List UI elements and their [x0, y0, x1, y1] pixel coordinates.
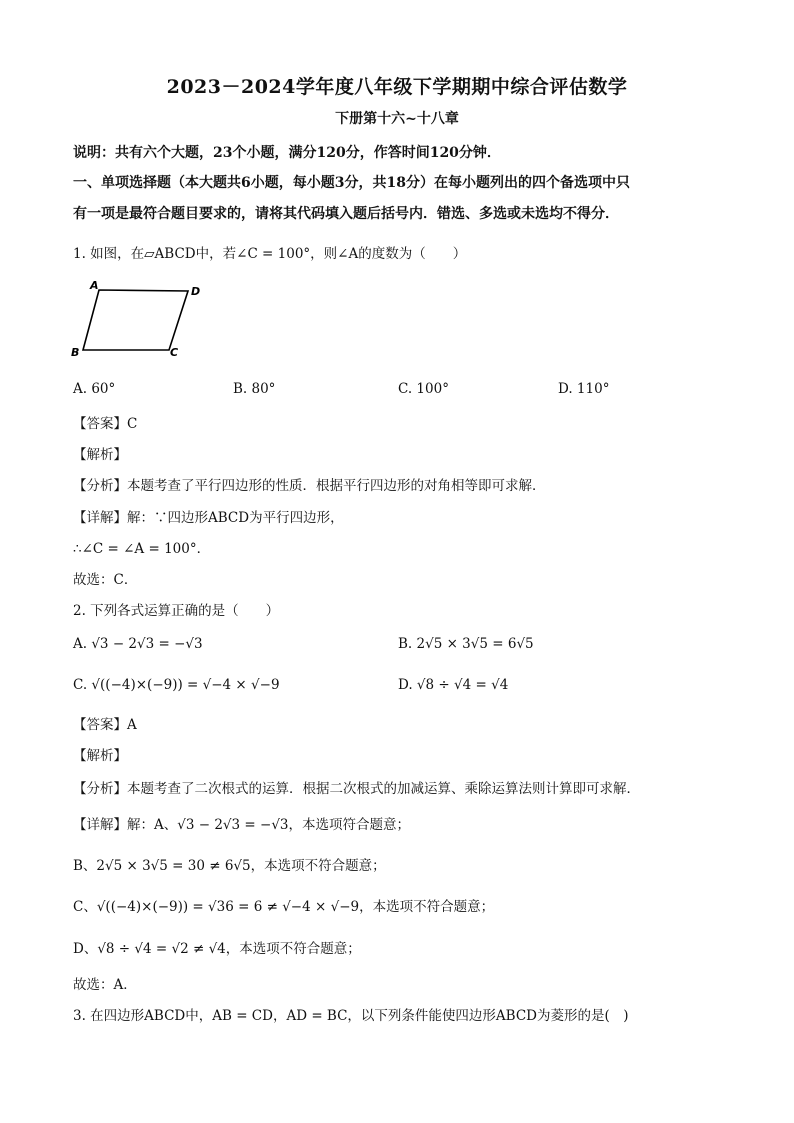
- q2-option-c: C. √((−4)×(−9)) = √−4 × √−9: [73, 677, 280, 693]
- section1-line2: 有一项是最符合题目要求的，请将其代码填入题后括号内．错选、多选或未选均不得分．: [73, 206, 619, 222]
- q3-stem: 3. 在四边形ABCD中，AB = CD，AD = BC，以下列条件能使四边形ABCD为菱形的是( ): [73, 1008, 629, 1024]
- q2-detail-4: D、√8 ÷ √4 = √2 ≠ √4，本选项不符合题意；: [73, 941, 361, 957]
- vertex-label-a: A: [90, 279, 99, 292]
- parallelogram-shape: [83, 290, 188, 350]
- q2-option-b: B. 2√5 × 3√5 = 6√5: [398, 636, 534, 652]
- parallelogram-figure: [68, 278, 208, 362]
- instructions: 说明：共有六个大题，23个小题，满分120分，作答时间120分钟．: [73, 145, 501, 161]
- q1-stem: 1. 如图，在▱ABCD中，若∠C = 100°，则∠A的度数为（ ）: [73, 246, 467, 262]
- q2-option-a: A. √3 − 2√3 = −√3: [73, 636, 203, 652]
- q1-analysis-label: 【解析】: [73, 447, 127, 463]
- q1-detail-1: 【详解】解：∵四边形ABCD为平行四边形，: [73, 510, 344, 526]
- q1-option-c: C. 100°: [398, 381, 449, 397]
- q1-choose: 故选：C．: [73, 572, 138, 588]
- q2-option-d: D. √8 ÷ √4 = √4: [398, 677, 509, 693]
- q2-detail-1: 【详解】解：A、√3 − 2√3 = −√3，本选项符合题意；: [73, 817, 411, 833]
- q2-analysis-label: 【解析】: [73, 748, 127, 764]
- q1-analysis: 【分析】本题考查了平行四边形的性质．根据平行四边形的对角相等即可求解．: [73, 478, 546, 494]
- q1-detail-2: ∴∠C = ∠A = 100°．: [73, 541, 211, 557]
- page-subtitle: 下册第十六~十八章: [335, 111, 459, 127]
- vertex-label-c: C: [170, 346, 179, 359]
- vertex-label-d: D: [191, 285, 201, 298]
- q1-answer: 【答案】C: [73, 416, 138, 432]
- q2-detail-2: B、2√5 × 3√5 = 30 ≠ 6√5，本选项不符合题意；: [73, 858, 386, 874]
- vertex-label-b: B: [71, 346, 80, 359]
- page-title: 2023－2024学年度八年级下学期期中综合评估数学: [166, 76, 628, 98]
- q2-choose: 故选：A．: [73, 977, 137, 993]
- q2-answer: 【答案】A: [73, 717, 137, 733]
- q2-detail-3: C、√((−4)×(−9)) = √36 = 6 ≠ √−4 × √−9，本选项不符合题意；: [73, 899, 495, 915]
- q2-stem: 2. 下列各式运算正确的是（ ）: [73, 603, 280, 619]
- q2-analysis: 【分析】本题考查了二次根式的运算．根据二次根式的加减运算、乘除运算法则计算即可求解．: [73, 781, 640, 797]
- q1-option-b: B. 80°: [233, 381, 276, 397]
- q1-option-d: D. 110°: [558, 381, 610, 397]
- q1-option-a: A. 60°: [73, 381, 116, 397]
- section1-line1: 一、单项选择题（本大题共6小题，每小题3分，共18分）在每小题列出的四个备选项中只: [73, 175, 630, 191]
